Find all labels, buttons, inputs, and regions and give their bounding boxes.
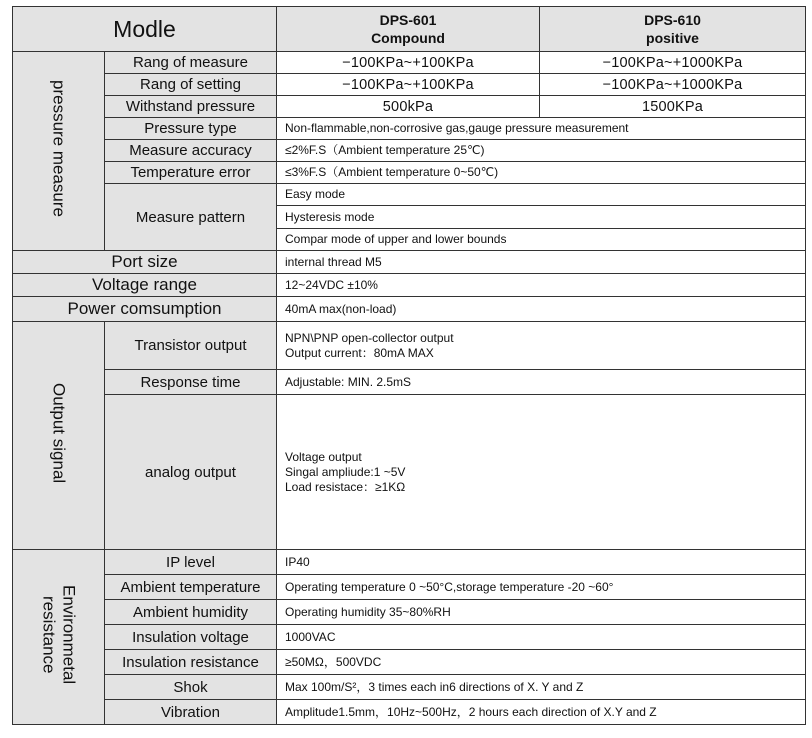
row-ins-volt bbox=[13, 625, 806, 650]
value-dps601: −100KPa~+100KPa bbox=[277, 52, 540, 74]
value-cell: 1000VAC bbox=[277, 625, 806, 650]
model-name: DPS-610 bbox=[644, 12, 701, 28]
row-ip bbox=[13, 550, 806, 575]
label-cell: Measure pattern bbox=[105, 184, 277, 251]
group-label: pressure measure bbox=[49, 79, 69, 217]
model-header-dps601 bbox=[277, 7, 540, 52]
row-analog bbox=[13, 395, 806, 550]
label-cell: analog output bbox=[105, 395, 277, 550]
label-cell: Port size bbox=[13, 251, 277, 274]
label-cell: Ambient humidity bbox=[105, 600, 277, 625]
value-cell: internal thread M5 bbox=[277, 251, 806, 274]
group-label bbox=[39, 585, 79, 684]
group-label: Output signal bbox=[49, 382, 69, 484]
label-cell: Rang of measure bbox=[105, 52, 277, 74]
row-temp-error bbox=[13, 162, 806, 184]
label-cell: Shok bbox=[105, 675, 277, 700]
row-rang-setting bbox=[13, 74, 806, 96]
value-line: Voltage output bbox=[285, 449, 362, 464]
value-dps610: 1500KPa bbox=[540, 96, 806, 118]
group-pressure-measure bbox=[13, 52, 105, 251]
row-vibration bbox=[13, 700, 806, 725]
value-cell: Non-flammable,non-corrosive gas,gauge pressure measurement bbox=[277, 118, 806, 140]
label-cell: Withstand pressure bbox=[105, 96, 277, 118]
value-cell: IP40 bbox=[277, 550, 806, 575]
model-type: positive bbox=[646, 30, 699, 46]
value-cell: ≤2%F.S（Ambient temperature 25℃) bbox=[277, 140, 806, 162]
group-label-line: Environmetal bbox=[59, 584, 79, 685]
label-cell: Insulation resistance bbox=[105, 650, 277, 675]
row-amb-hum bbox=[13, 600, 806, 625]
spec-table bbox=[12, 6, 806, 725]
value-cell: ≥50MΩ，500VDC bbox=[277, 650, 806, 675]
row-port bbox=[13, 251, 806, 274]
row-response bbox=[13, 370, 806, 395]
value-cell bbox=[277, 395, 806, 550]
label-cell: Pressure type bbox=[105, 118, 277, 140]
list-item: Easy mode bbox=[277, 184, 805, 206]
label-cell: IP level bbox=[105, 550, 277, 575]
label-cell: Power comsumption bbox=[13, 297, 277, 322]
row-amb-temp bbox=[13, 575, 806, 600]
label-cell: Response time bbox=[105, 370, 277, 395]
group-environmental bbox=[13, 550, 105, 725]
row-transistor bbox=[13, 322, 806, 370]
value-cell: 12~24VDC ±10% bbox=[277, 274, 806, 297]
model-name: DPS-601 bbox=[379, 12, 437, 28]
table-title: Modle bbox=[13, 7, 277, 52]
value-line: NPN\PNP open-collector output bbox=[285, 330, 454, 345]
value-line: Output current：80mA MAX bbox=[285, 345, 434, 360]
list-item: Hysteresis mode bbox=[277, 206, 805, 229]
model-type: Compound bbox=[371, 30, 445, 46]
value-cell bbox=[277, 322, 806, 370]
label-cell: Measure accuracy bbox=[105, 140, 277, 162]
label-cell: Ambient temperature bbox=[105, 575, 277, 600]
row-power bbox=[13, 297, 806, 322]
list-item: Compar mode of upper and lower bounds bbox=[285, 232, 507, 246]
label-cell: Voltage range bbox=[13, 274, 277, 297]
value-cell: Max 100m/S²，3 times each in6 directions of X. Y and Z bbox=[277, 675, 806, 700]
label-cell: Temperature error bbox=[105, 162, 277, 184]
row-measure-pattern bbox=[13, 184, 806, 251]
row-voltage bbox=[13, 274, 806, 297]
value-cell: Operating humidity 35~80%RH bbox=[277, 600, 806, 625]
value-dps601: −100KPa~+100KPa bbox=[277, 74, 540, 96]
label-cell: Transistor output bbox=[105, 322, 277, 370]
group-output-signal bbox=[13, 322, 105, 550]
value-dps610: −100KPa~+1000KPa bbox=[540, 74, 806, 96]
value-dps601: 500kPa bbox=[277, 96, 540, 118]
value-line: Singal ampliude:1 ~5V bbox=[285, 464, 406, 479]
value-line: Load resistace：≥1KΩ bbox=[285, 479, 406, 494]
label-cell: Rang of setting bbox=[105, 74, 277, 96]
header-row bbox=[13, 7, 806, 52]
row-rang-measure bbox=[13, 52, 806, 74]
value-cell: Amplitude1.5mm，10Hz~500Hz，2 hours each direction of X.Y and Z bbox=[277, 700, 806, 725]
value-cell: Adjustable: MIN. 2.5mS bbox=[277, 370, 806, 395]
row-withstand bbox=[13, 96, 806, 118]
value-cell: 40mA max(non-load) bbox=[277, 297, 806, 322]
row-shok bbox=[13, 675, 806, 700]
value-cell: Operating temperature 0 ~50°C,storage temperature -20 ~60° bbox=[277, 575, 806, 600]
row-accuracy bbox=[13, 140, 806, 162]
value-dps610: −100KPa~+1000KPa bbox=[540, 52, 806, 74]
model-header-dps610 bbox=[540, 7, 806, 52]
label-cell: Vibration bbox=[105, 700, 277, 725]
row-pressure-type bbox=[13, 118, 806, 140]
pattern-list bbox=[277, 184, 806, 251]
row-ins-res bbox=[13, 650, 806, 675]
value-cell: ≤3%F.S（Ambient temperature 0~50℃) bbox=[277, 162, 806, 184]
label-cell: Insulation voltage bbox=[105, 625, 277, 650]
group-label-line: resistance bbox=[39, 595, 59, 674]
